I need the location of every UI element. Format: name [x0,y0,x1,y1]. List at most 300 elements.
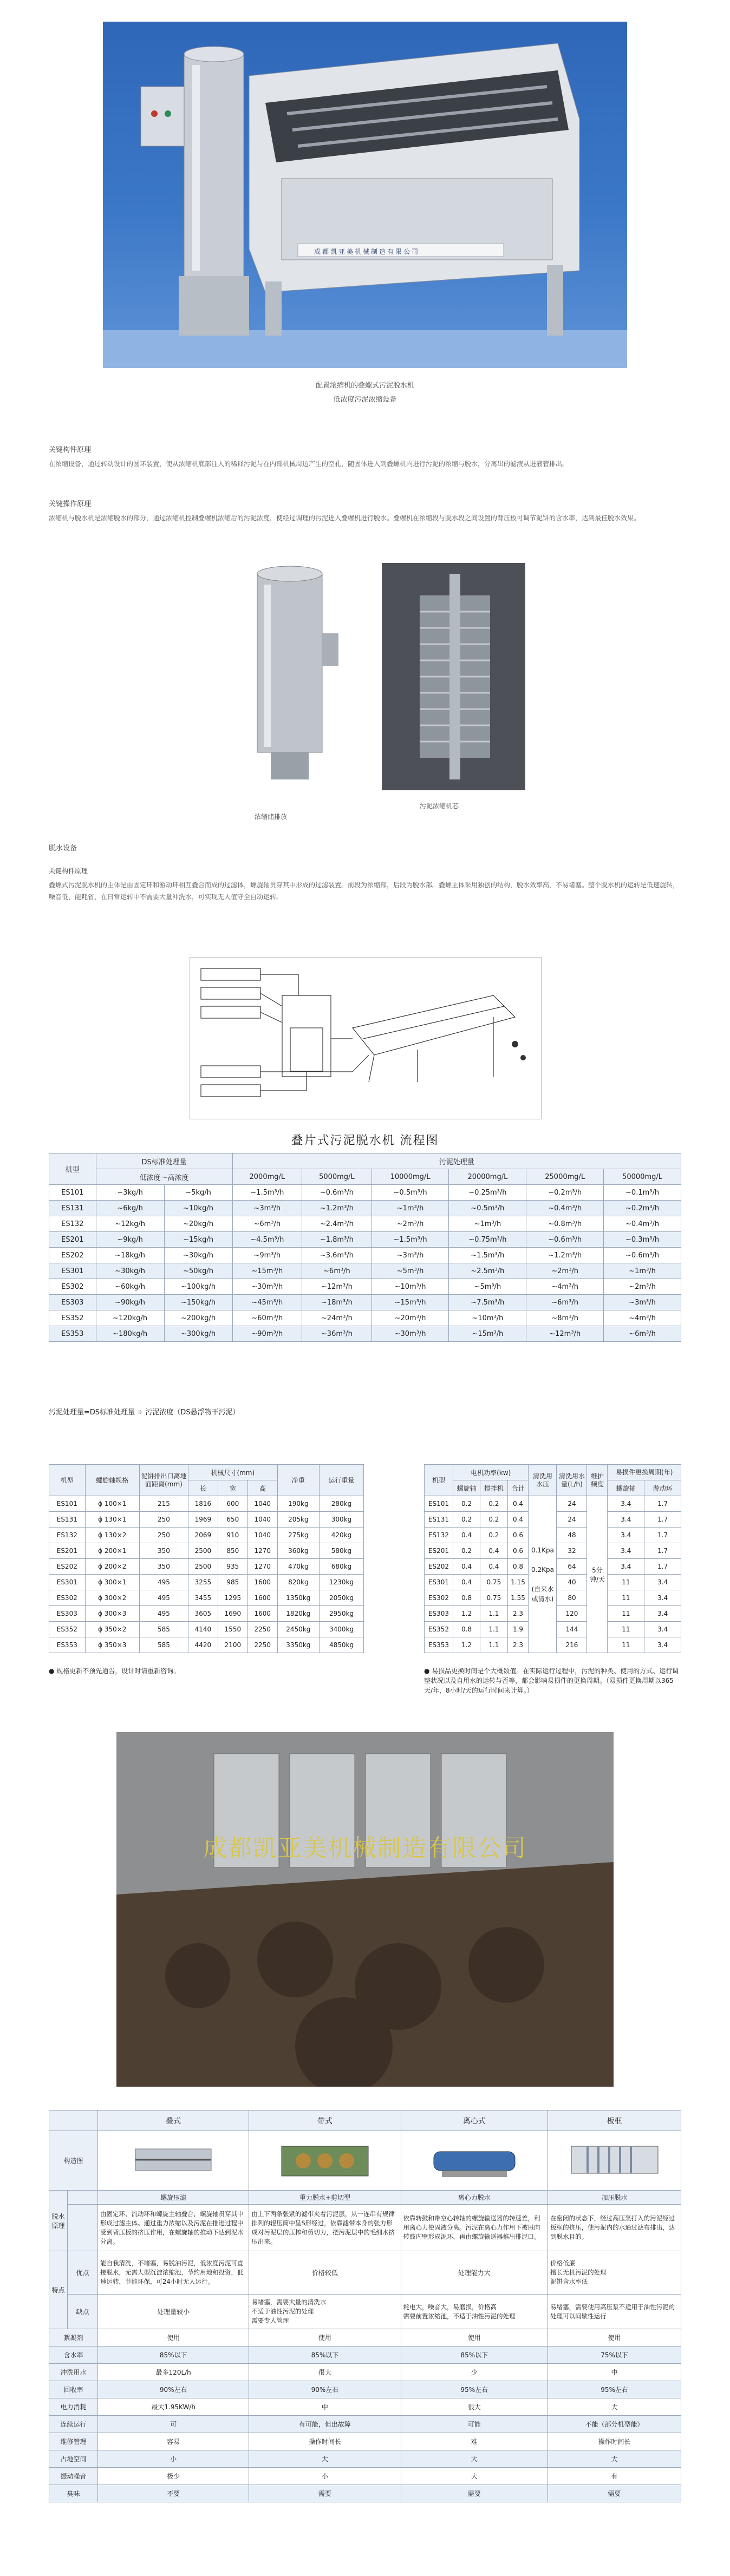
model-cell: ES302 [425,1590,453,1606]
value-cell: ~45m³/h [232,1295,302,1310]
th-net: 净重 [277,1465,319,1496]
value-cell: 大 [548,2398,681,2416]
cmp-principle-desc-stacked: 由固定环、流动环和螺旋主轴叠合，螺旋轴贯穿其中形成过滤主体。通过重力浓缩以及污泥在推进过程中受到背压板的挤压作用，在螺旋轴的推动下达到泥水分离。 [98,2205,249,2251]
cmp-principle-desc-centrifuge: 依靠转鼓和带空心转轴的螺旋输送器的转速差，利用离心力使固液分离。污泥在离心力作用下被甩向转鼓内壁形成泥环，再由螺旋输送器推出排泥口。 [401,2205,548,2251]
cmp-col-centrifuge: 离心式 [401,2110,548,2131]
capacity-table-body [49,1185,681,1342]
value-cell: ~3kg/h [96,1185,164,1201]
table-row [49,2381,681,2398]
value-cell: 3455 [188,1590,218,1606]
section3-subtitle: 关键构件原理 [49,867,88,875]
value-cell: 75%以下 [548,2346,681,2364]
value-cell: 不能（部分机型能） [548,2416,681,2433]
model-cell: ES202 [49,1248,96,1263]
value-cell: 操作时间长 [249,2433,401,2450]
hero-caption-line1: 配置浓缩机的叠螺式污泥脱水机 [315,382,414,390]
value-cell: ~30kg/h [96,1263,164,1279]
value-cell: 275kg [277,1528,319,1543]
value-cell: ~20kg/h [164,1216,232,1232]
value-cell: ~5kg/h [164,1185,232,1201]
value-cell: 350 [139,1543,188,1559]
thickener-core-caption: 污泥浓缩机芯 [420,802,459,810]
row-label: 回收率 [49,2381,98,2398]
model-cell: ES301 [49,1263,96,1279]
value-cell: 40 [557,1575,587,1590]
value-cell: 0.4 [507,1496,529,1512]
value-cell: ~100kg/h [164,1279,232,1295]
value-cell: 使用 [98,2329,249,2346]
model-cell: ES131 [425,1512,453,1528]
value-cell: 容易 [98,2433,249,2450]
value-cell: 1816 [188,1496,218,1512]
value-cell: 使用 [548,2329,681,2346]
table-row [49,1622,364,1637]
value-cell: 使用 [249,2329,401,2346]
value-cell: ~3m³/h [371,1248,449,1263]
table-row [49,1326,681,1342]
value-cell: 0.2 [480,1496,507,1512]
th-power: 电机功率(kw) [453,1465,529,1480]
model-cell: ES352 [49,1622,86,1637]
value-cell: ϕ 350×2 [85,1622,139,1637]
value-cell: 2500 [188,1543,218,1559]
value-cell: ϕ 130×1 [85,1512,139,1528]
value-cell: ~1.8m³/h [302,1232,372,1248]
value-cell: 120 [557,1606,587,1622]
value-cell: 4140 [188,1622,218,1637]
th-conc: 20000mg/L [449,1169,526,1185]
value-cell: 1.1 [480,1622,507,1637]
value-cell: ~0.6m³/h [526,1232,604,1248]
section3-title: 脱水设备 [49,844,77,853]
value-cell: 0.8 [507,1559,529,1575]
value-cell: ~10m³/h [449,1310,526,1326]
model-cell: ES101 [49,1496,86,1512]
th-mixer: 搅拌机 [480,1480,507,1496]
value-cell: 0.75 [480,1590,507,1606]
value-cell: 不要 [98,2485,249,2502]
model-cell: ES202 [49,1559,86,1575]
model-cell: ES201 [49,1232,96,1248]
section1-title: 关键构件原理 [49,446,92,454]
value-cell: 使用 [401,2329,548,2346]
value-cell: 350 [139,1559,188,1575]
th-height: 高 [247,1480,277,1496]
model-cell: ES303 [425,1606,453,1622]
value-cell: 大 [249,2450,401,2468]
value-cell: 1.7 [644,1496,681,1512]
value-cell: 1295 [218,1590,247,1606]
cmp-adv-centrifuge: 处理能力大 [401,2251,548,2295]
value-cell: 2050kg [320,1590,364,1606]
value-cell: ~5m³/h [449,1279,526,1295]
value-cell: 190kg [277,1496,319,1512]
value-cell: 3400kg [320,1622,364,1637]
th-model: 机型 [49,1465,86,1496]
value-cell: ~18m³/h [302,1295,372,1310]
value-cell: 0.2 [480,1512,507,1528]
th-wash-volume: 清洗用水量(L/h) [557,1465,587,1496]
value-cell: 205kg [277,1512,319,1528]
model-cell: ES352 [425,1622,453,1637]
value-cell: 很大 [249,2364,401,2381]
value-cell: 600 [218,1496,247,1512]
value-cell: 最大1.95KW/h [98,2398,249,2416]
table-row [49,1216,681,1232]
value-cell: ~4m³/h [526,1279,604,1295]
value-cell: 极少 [98,2468,249,2485]
value-cell: ϕ 300×2 [85,1590,139,1606]
value-cell: 985 [218,1575,247,1590]
value-cell: 中 [249,2398,401,2416]
capacity-table [49,1153,681,1342]
value-cell: 280kg [320,1496,364,1512]
value-cell: ~1m³/h [604,1263,681,1279]
value-cell: 4420 [188,1637,218,1653]
model-cell: ES353 [49,1637,86,1653]
table-row [49,1575,364,1590]
cmp-disadv-centrifuge: 耗电大，噪音大，易磨损，价格高 需要前置浓缩池，不适于油性污泥的处理 [401,2295,548,2329]
value-cell: 2250 [247,1637,277,1653]
value-cell: 95%左右 [401,2381,548,2398]
value-cell: ~15kg/h [164,1232,232,1248]
cmp-principle-label: 脱水原理 [49,2191,68,2251]
th-model: 机型 [425,1465,453,1496]
value-cell: ~10m³/h [371,1279,449,1295]
value-cell: ϕ 200×1 [85,1543,139,1559]
machine-nameplate: 成都凯亚美机械制造有限公司 [314,248,420,255]
value-cell: 大 [548,2450,681,2468]
value-cell: ~3.6m³/h [302,1248,372,1263]
table-row [49,1310,681,1326]
value-cell: 1270 [247,1543,277,1559]
value-cell: 0.6 [507,1528,529,1543]
machine-operation-photo [116,1732,614,2087]
capacity-table-note: 污泥处理量=DS标准处理量 ÷ 污泥浓度（DS悬浮物干污泥） [49,1408,240,1417]
row-label: 占地空间 [49,2450,98,2468]
cmp-corner [49,2110,98,2131]
value-cell: 11 [608,1575,644,1590]
value-cell: ~1.5m³/h [449,1248,526,1263]
value-cell: 64 [557,1559,587,1575]
cmp-structure-centrifuge [401,2131,548,2191]
dimension-table [49,1464,364,1653]
th-conc: 25000mg/L [526,1169,604,1185]
value-cell: 需要 [548,2485,681,2502]
value-cell: 1.7 [644,1559,681,1575]
value-cell: ~0.8m³/h [526,1216,604,1232]
model-cell: ES302 [49,1279,96,1295]
value-cell: 0.4 [453,1575,480,1590]
table-row [49,1528,364,1543]
value-cell: ~0.6m³/h [604,1248,681,1263]
value-cell: ~9m³/h [232,1248,302,1263]
dimension-table-body [49,1496,364,1653]
value-cell: 11 [608,1637,644,1653]
value-cell: ~24m³/h [302,1310,372,1326]
value-cell: ~1.5m³/h [232,1185,302,1201]
model-cell: ES301 [49,1575,86,1590]
th-wash-pressure: 清洗用水压 [529,1465,557,1496]
value-cell: 0.8 [453,1622,480,1637]
value-cell: 1969 [188,1512,218,1528]
value-cell: 1.1 [480,1637,507,1653]
value-cell: 585 [139,1637,188,1653]
value-cell: ~1.2m³/h [302,1201,372,1216]
value-cell: 470kg [277,1559,319,1575]
value-cell: 3605 [188,1606,218,1622]
cmp-principle-desc-belt: 由上下两条张紧的滤带夹着污泥层，从一连串有规律排列的辊压筒中呈S形经过，依靠滤带本身的张力形成对污泥层的压榨和剪切力，把污泥层中的毛细水挤压出来。 [249,2205,401,2251]
value-cell: ~0.5m³/h [371,1185,449,1201]
value-cell: 3.4 [644,1575,681,1590]
table-row [49,2433,681,2450]
value-cell: 1270 [247,1559,277,1575]
value-cell: 1040 [247,1496,277,1512]
value-cell: 3.4 [608,1559,644,1575]
value-cell: 11 [608,1622,644,1637]
value-cell: ~200kg/h [164,1310,232,1326]
value-cell: ~6kg/h [96,1201,164,1216]
dimension-table-note: ● 规格更新不预先通告，设计时请重新咨询。 [49,1667,180,1675]
value-cell: 1230kg [320,1575,364,1590]
value-cell: 3350kg [277,1637,319,1653]
table-row [49,2450,681,2468]
value-cell: ~0.6m³/h [302,1185,372,1201]
model-cell: ES303 [49,1295,96,1310]
value-cell: 3.4 [608,1543,644,1559]
value-cell: 0.2 [453,1512,480,1528]
value-cell: 可 [98,2416,249,2433]
value-cell: 2450kg [277,1622,319,1637]
value-cell: ~300kg/h [164,1326,232,1342]
table-row [49,1232,681,1248]
value-cell: 1550 [218,1622,247,1637]
thickener-photo [233,563,347,801]
table-row [49,2485,681,2502]
value-cell: 3.4 [644,1606,681,1622]
value-cell: ~10kg/h [164,1201,232,1216]
operation-drawing [116,1732,614,2087]
cmp-disadv-plate: 易堵塞，需要使用高压泵不适用于油性污泥的处理可以间歇性运行 [548,2295,681,2329]
value-cell: 0.6 [507,1543,529,1559]
comparison-table-rows [49,2329,681,2502]
value-cell: 95%左右 [548,2381,681,2398]
power-table-body [425,1496,681,1653]
value-cell: ~0.4m³/h [526,1201,604,1216]
value-cell: 1600 [247,1575,277,1590]
value-cell: ~6m³/h [302,1263,372,1279]
value-cell: 585 [139,1622,188,1637]
value-cell: ~30kg/h [164,1248,232,1263]
row-label: 电力消耗 [49,2398,98,2416]
cmp-principle-plate: 加压脱水 [548,2191,681,2205]
value-cell: 少 [401,2364,548,2381]
table-row [49,1248,681,1263]
value-cell: 80 [557,1590,587,1606]
value-cell: ~50kg/h [164,1263,232,1279]
model-cell: ES132 [49,1528,86,1543]
value-cell: ~0.25m³/h [449,1185,526,1201]
table-row [49,1201,681,1216]
model-cell: ES201 [49,1543,86,1559]
value-cell: 3.4 [608,1528,644,1543]
value-cell: ~20m³/h [371,1310,449,1326]
model-cell: ES101 [425,1496,453,1512]
value-cell: 3255 [188,1575,218,1590]
value-cell: 680kg [320,1559,364,1575]
model-cell: ES131 [49,1201,96,1216]
value-cell: 0.2 [453,1543,480,1559]
th-screw: 螺旋轴 [453,1480,480,1496]
value-cell: 1.15 [507,1575,529,1590]
model-cell: ES132 [49,1216,96,1232]
value-cell: 11 [608,1590,644,1606]
table-row [49,1590,364,1606]
value-cell: ~2m³/h [526,1263,604,1279]
table-row [49,2398,681,2416]
value-cell: 1.2 [453,1606,480,1622]
value-cell: ~60m³/h [232,1310,302,1326]
value-cell: 2.3 [507,1637,529,1653]
value-cell: 216 [557,1637,587,1653]
cmp-disadv-label: 缺点 [68,2295,98,2329]
value-cell: ~1m³/h [449,1216,526,1232]
table-row [49,1543,364,1559]
value-cell: 24 [557,1512,587,1528]
value-cell: ~0.2m³/h [526,1185,604,1201]
row-label: 臭味 [49,2485,98,2502]
th-replace-cycle: 易损件更换周期(年) [608,1465,681,1480]
table-row [49,2329,681,2346]
value-cell: ~12kg/h [96,1216,164,1232]
value-cell: 495 [139,1590,188,1606]
value-cell: 2.3 [507,1606,529,1622]
table-row [49,1263,681,1279]
value-cell: 0.4 [480,1559,507,1575]
th-conc: 50000mg/L [604,1169,681,1185]
value-cell: ~0.4m³/h [604,1216,681,1232]
thickener-core-photo [382,563,525,790]
value-cell: ~0.75m³/h [449,1232,526,1248]
table-row [49,1512,364,1528]
value-cell: 420kg [320,1528,364,1543]
cmp-principle-desc-plate: 在密闭的状态下，经过高压泵打入的污泥经过板框的挤压，使污泥内的水通过滤布排出，达到脱水目的。 [548,2205,681,2251]
value-cell: 有可能，但出故障 [249,2416,401,2433]
row-label: 絮凝剂 [49,2329,98,2346]
th-low-high: 低浓度～高浓度 [96,1169,232,1185]
value-cell: 0.2 [480,1528,507,1543]
value-cell: 1600 [247,1606,277,1622]
table-row [49,2346,681,2364]
value-cell: ~120kg/h [96,1310,164,1326]
hero-caption [0,379,730,407]
cmp-disadv-belt: 易堵塞，需要大量的清洗水 不适于油性污泥的处理 需要专人管理 [249,2295,401,2329]
th-width: 宽 [218,1480,247,1496]
cmp-structure-belt [249,2131,401,2191]
value-cell: 650 [218,1512,247,1528]
th-ds: DS标准处理量 [96,1153,232,1169]
th-cycle-screw: 螺旋轴 [608,1480,644,1496]
value-cell: ~36m³/h [302,1326,372,1342]
th-conc: 2000mg/L [232,1169,302,1185]
section1-paragraph: 在浓缩设备，通过转动设计的圆环装置，使从浓缩机底部注入的稀释污泥与在内部机械周边产生的空孔，随固体进入到叠螺机内进行污泥的浓缩与脱水，分离出的滤液从进液管排出。 [49,460,569,468]
th-total: 合计 [507,1480,529,1496]
table-row [49,2416,681,2433]
value-cell: ~90kg/h [96,1295,164,1310]
cmp-adv-plate: 价格低廉 擅长无机污泥的处理 泥饼含水率低 [548,2251,681,2295]
table-row [49,2364,681,2381]
row-label: 含水率 [49,2346,98,2364]
th-sludge: 污泥处理量 [232,1153,681,1169]
value-cell: ~15m³/h [232,1263,302,1279]
cmp-structure-stacked [98,2131,249,2191]
value-cell: 820kg [277,1575,319,1590]
value-cell: ~9kg/h [96,1232,164,1248]
value-cell: 可能 [401,2416,548,2433]
cmp-col-belt: 带式 [249,2110,401,2131]
value-cell: ~6m³/h [526,1295,604,1310]
cmp-feature-label: 特点 [49,2251,68,2329]
flow-diagram-drawing [190,958,542,1120]
cmp-disadv-stacked: 处理量较小 [98,2295,249,2329]
model-cell: ES132 [425,1528,453,1543]
model-cell: ES202 [425,1559,453,1575]
model-cell: ES201 [425,1543,453,1559]
value-cell: 2100 [218,1637,247,1653]
value-cell: ϕ 200×2 [85,1559,139,1575]
value-cell: ϕ 350×3 [85,1637,139,1653]
value-cell: ~1.5m³/h [371,1232,449,1248]
value-cell: ~1.2m³/h [526,1248,604,1263]
thickener-drawing [233,563,347,801]
value-cell: ~6m³/h [232,1216,302,1232]
value-cell: 24 [557,1496,587,1512]
value-cell: 0.75 [480,1575,507,1590]
cmp-adv-stacked: 能自我清洗，不堵塞，易脱油污泥，低浓度污泥可直接脱水，无需大型沉淀浓缩池，节约用地和投资，低速运转，节能环保，可24小时无人运行。 [98,2251,249,2295]
value-cell: 32 [557,1543,587,1559]
cmp-principle-belt: 重力脱水+剪切型 [249,2191,401,2205]
th-conc: 5000mg/L [302,1169,372,1185]
value-cell: 2250 [247,1622,277,1637]
flow-diagram [190,957,542,1119]
value-cell: ~0.1m³/h [604,1185,681,1201]
flow-diagram-title: 叠片式污泥脱水机 流程图 [291,1134,439,1148]
table-row [49,2468,681,2485]
value-cell: ~90m³/h [232,1326,302,1342]
value-cell: 85%以下 [98,2346,249,2364]
value-cell: 1820kg [277,1606,319,1622]
value-cell: 0.4 [453,1528,480,1543]
value-cell: ~30m³/h [371,1326,449,1342]
value-cell: 大 [401,2468,548,2485]
row-label: 振动噪音 [49,2468,98,2485]
value-cell: ~18kg/h [96,1248,164,1263]
wash-pressure-text: (自来水或清水) [531,1585,554,1603]
model-cell: ES353 [425,1637,453,1653]
value-cell: ~15m³/h [371,1295,449,1310]
value-cell: 580kg [320,1543,364,1559]
value-cell: 1040 [247,1512,277,1528]
value-cell: ~3m³/h [604,1295,681,1310]
belt-structure-image [271,2133,379,2187]
value-cell: ϕ 130×2 [85,1528,139,1543]
th-maintenance: 维护频度 [587,1465,608,1496]
model-cell: ES303 [49,1606,86,1622]
table-row [49,1496,364,1512]
value-cell: 2069 [188,1528,218,1543]
value-cell: 360kg [277,1543,319,1559]
maintenance-cell: 5分钟/天 [587,1496,608,1653]
